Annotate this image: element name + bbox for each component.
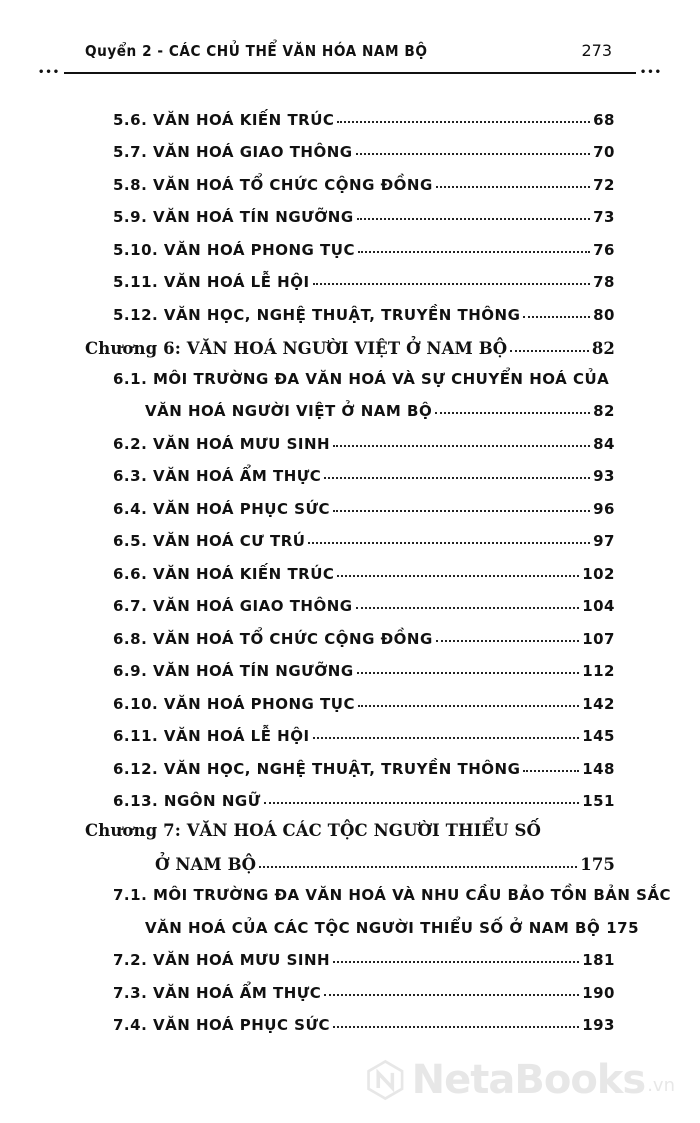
dot-leader (313, 737, 580, 739)
dot-leader (510, 350, 589, 352)
toc-page-number: 84 (593, 434, 615, 453)
toc-entry-label: 6.10. VĂN HOÁ PHONG TỤC (113, 694, 355, 713)
dot-leader (333, 510, 590, 512)
toc-page-number: 78 (593, 273, 615, 291)
toc-page-number: 112 (582, 662, 615, 680)
toc-entry-label: 5.7. VĂN HOÁ GIAO THÔNG (113, 143, 353, 161)
toc-entry-label: 6.9. VĂN HOÁ TÍN NGƯỠNG (113, 662, 354, 680)
toc-page-number: 148 (582, 759, 615, 778)
toc-page-number: 70 (593, 143, 615, 161)
toc-section-entry (85, 420, 615, 453)
dot-leader (435, 412, 590, 414)
running-title: Quyển 2 - CÁC CHỦ THỂ VĂN HÓA NAM BỘ (85, 42, 428, 60)
toc-page-number: 96 (593, 499, 615, 518)
dot-leader (523, 316, 590, 318)
toc-page-number: 151 (582, 792, 615, 810)
toc-page-number: 181 (582, 951, 615, 969)
toc-page-number: 82 (591, 338, 615, 358)
toc-section-entry (85, 648, 615, 681)
toc-entry-label: 7.4. VĂN HOÁ PHỤC SỨC (113, 1016, 331, 1034)
header-divider (38, 67, 662, 78)
toc-page-number: 175 (606, 918, 640, 937)
toc-entry-label: 5.10. VĂN HOÁ PHONG TỤC (113, 240, 355, 259)
toc-page-number: 190 (582, 983, 615, 1002)
dot-leader (259, 866, 577, 868)
toc-entry-label: 5.9. VĂN HOÁ TÍN NGƯỠNG (113, 208, 354, 226)
dot-leader (337, 575, 579, 577)
toc-page-number: 80 (593, 305, 615, 324)
dot-leader (333, 445, 590, 447)
toc-chapter-entry (85, 324, 615, 358)
toc-entry-label: 6.7. VĂN HOÁ GIAO THÔNG (113, 597, 353, 615)
dot-leader (436, 640, 579, 642)
dot-leader (358, 251, 590, 253)
toc-section-entry (85, 226, 615, 259)
toc-section-entry (85, 453, 615, 486)
toc-section-entry (85, 969, 615, 1002)
dot-leader (356, 153, 591, 155)
toc-entry-label: 7.1. MÔI TRƯỜNG ĐA VĂN HOÁ VÀ NHU CẦU BẢO TỒN BẢN SẮC (113, 886, 672, 904)
toc-section-entry (85, 778, 615, 811)
toc-entry-label-continued: VĂN HOÁ CỦA CÁC TỘC NGƯỜI THIỂU SỐ Ở NAM BỘ (145, 918, 601, 937)
toc-section-entry (85, 583, 615, 616)
dot-leader (356, 607, 580, 609)
divider-ornament-right: ••• (639, 67, 662, 78)
netabooks-logo-icon (365, 1057, 406, 1103)
toc-page-number: 76 (593, 240, 615, 259)
toc-entry-label: 5.11. VĂN HOÁ LỄ HỘI (113, 273, 310, 291)
dot-leader (333, 961, 579, 963)
toc-entry-label-continued: Ở NAM BỘ (155, 855, 257, 874)
toc-section-entry (85, 194, 615, 227)
toc-entry-label: 6.11. VĂN HOÁ LỄ HỘI (113, 727, 310, 745)
toc-entry-label-continued: VĂN HOÁ NGƯỜI VIỆT Ở NAM BỘ (145, 402, 433, 420)
toc-entry-label: 7.3. VĂN HOÁ ẨM THỰC (113, 983, 322, 1002)
toc-section-entry (85, 161, 615, 194)
dot-leader (436, 186, 590, 188)
toc-page-number: 82 (593, 402, 615, 420)
toc-entry-label: 6.1. MÔI TRƯỜNG ĐA VĂN HOÁ VÀ SỰ CHUYỂN HOÁ CỦA (113, 369, 610, 388)
page-number: 273 (581, 41, 612, 60)
toc-section-entry (85, 1002, 615, 1035)
toc-page-number: 102 (582, 564, 615, 583)
dot-leader (324, 994, 579, 996)
toc-page-number: 73 (593, 208, 615, 226)
toc-section-entry (85, 358, 615, 421)
toc-page-number: 175 (580, 855, 615, 874)
toc-section-entry (85, 680, 615, 713)
watermark-text: NetaBooks (411, 1057, 646, 1103)
table-of-contents (85, 96, 672, 1034)
dot-leader (357, 672, 580, 674)
toc-entry-label: 6.13. NGÔN NGỮ (113, 792, 261, 810)
dot-leader (357, 218, 590, 220)
dot-leader (333, 1026, 579, 1028)
toc-page-number: 142 (582, 694, 615, 713)
toc-page-number: 72 (593, 175, 615, 194)
toc-section-entry (85, 874, 672, 937)
dot-leader (308, 542, 590, 544)
toc-entry-label: Chương 6: VĂN HOÁ NGƯỜI VIỆT Ở NAM BỘ (85, 338, 508, 358)
watermark (365, 1050, 675, 1110)
toc-entry-label: 6.3. VĂN HOÁ ẨM THỰC (113, 467, 322, 485)
toc-entry-label: 6.4. VĂN HOÁ PHỤC SỨC (113, 499, 331, 518)
toc-entry-label: 6.2. VĂN HOÁ MƯU SINH (113, 434, 331, 453)
toc-section-entry (85, 518, 615, 551)
toc-entry-label: 6.8. VĂN HOÁ TỔ CHỨC CỘNG ĐỒNG (113, 629, 433, 648)
toc-section-entry (85, 259, 615, 292)
toc-entry-label: 6.5. VĂN HOÁ CƯ TRÚ (113, 532, 306, 550)
toc-section-entry (85, 713, 615, 746)
toc-page-number: 93 (593, 467, 615, 485)
toc-entry-label: 5.6. VĂN HOÁ KIẾN TRÚC (113, 110, 335, 129)
toc-section-entry (85, 937, 615, 970)
toc-chapter-entry (85, 810, 615, 874)
toc-section-entry (85, 96, 615, 129)
toc-section-entry (85, 485, 615, 518)
toc-entry-label: 5.12. VĂN HỌC, NGHỆ THUẬT, TRUYỀN THÔNG (113, 305, 521, 324)
toc-entry-label: 7.2. VĂN HOÁ MƯU SINH (113, 951, 331, 969)
toc-page-number: 104 (582, 597, 615, 615)
dot-leader (337, 121, 590, 123)
toc-section-entry (85, 745, 615, 778)
toc-page-number: 145 (582, 727, 615, 745)
dot-leader (313, 283, 591, 285)
toc-page-number: 193 (582, 1016, 615, 1034)
toc-section-entry (85, 129, 615, 162)
dot-leader (264, 802, 579, 804)
divider-line (64, 72, 636, 74)
watermark-suffix: .vn (647, 1075, 675, 1096)
dot-leader (523, 770, 579, 772)
page-header (85, 24, 612, 60)
toc-section-entry (85, 291, 615, 324)
toc-entry-label: 5.8. VĂN HOÁ TỔ CHỨC CỘNG ĐỒNG (113, 175, 433, 194)
toc-page-number: 107 (582, 629, 615, 648)
toc-page-number: 68 (593, 110, 615, 129)
divider-ornament-left: ••• (38, 67, 61, 78)
toc-entry-label: Chương 7: VĂN HOÁ CÁC TỘC NGƯỜI THIỂU SỐ (85, 821, 541, 840)
toc-section-entry (85, 615, 615, 648)
dot-leader (358, 705, 579, 707)
toc-entry-label: 6.12. VĂN HỌC, NGHỆ THUẬT, TRUYỀN THÔNG (113, 759, 521, 778)
toc-entry-label: 6.6. VĂN HOÁ KIẾN TRÚC (113, 564, 335, 583)
toc-section-entry (85, 550, 615, 583)
dot-leader (324, 477, 590, 479)
toc-page-number: 97 (593, 532, 615, 550)
